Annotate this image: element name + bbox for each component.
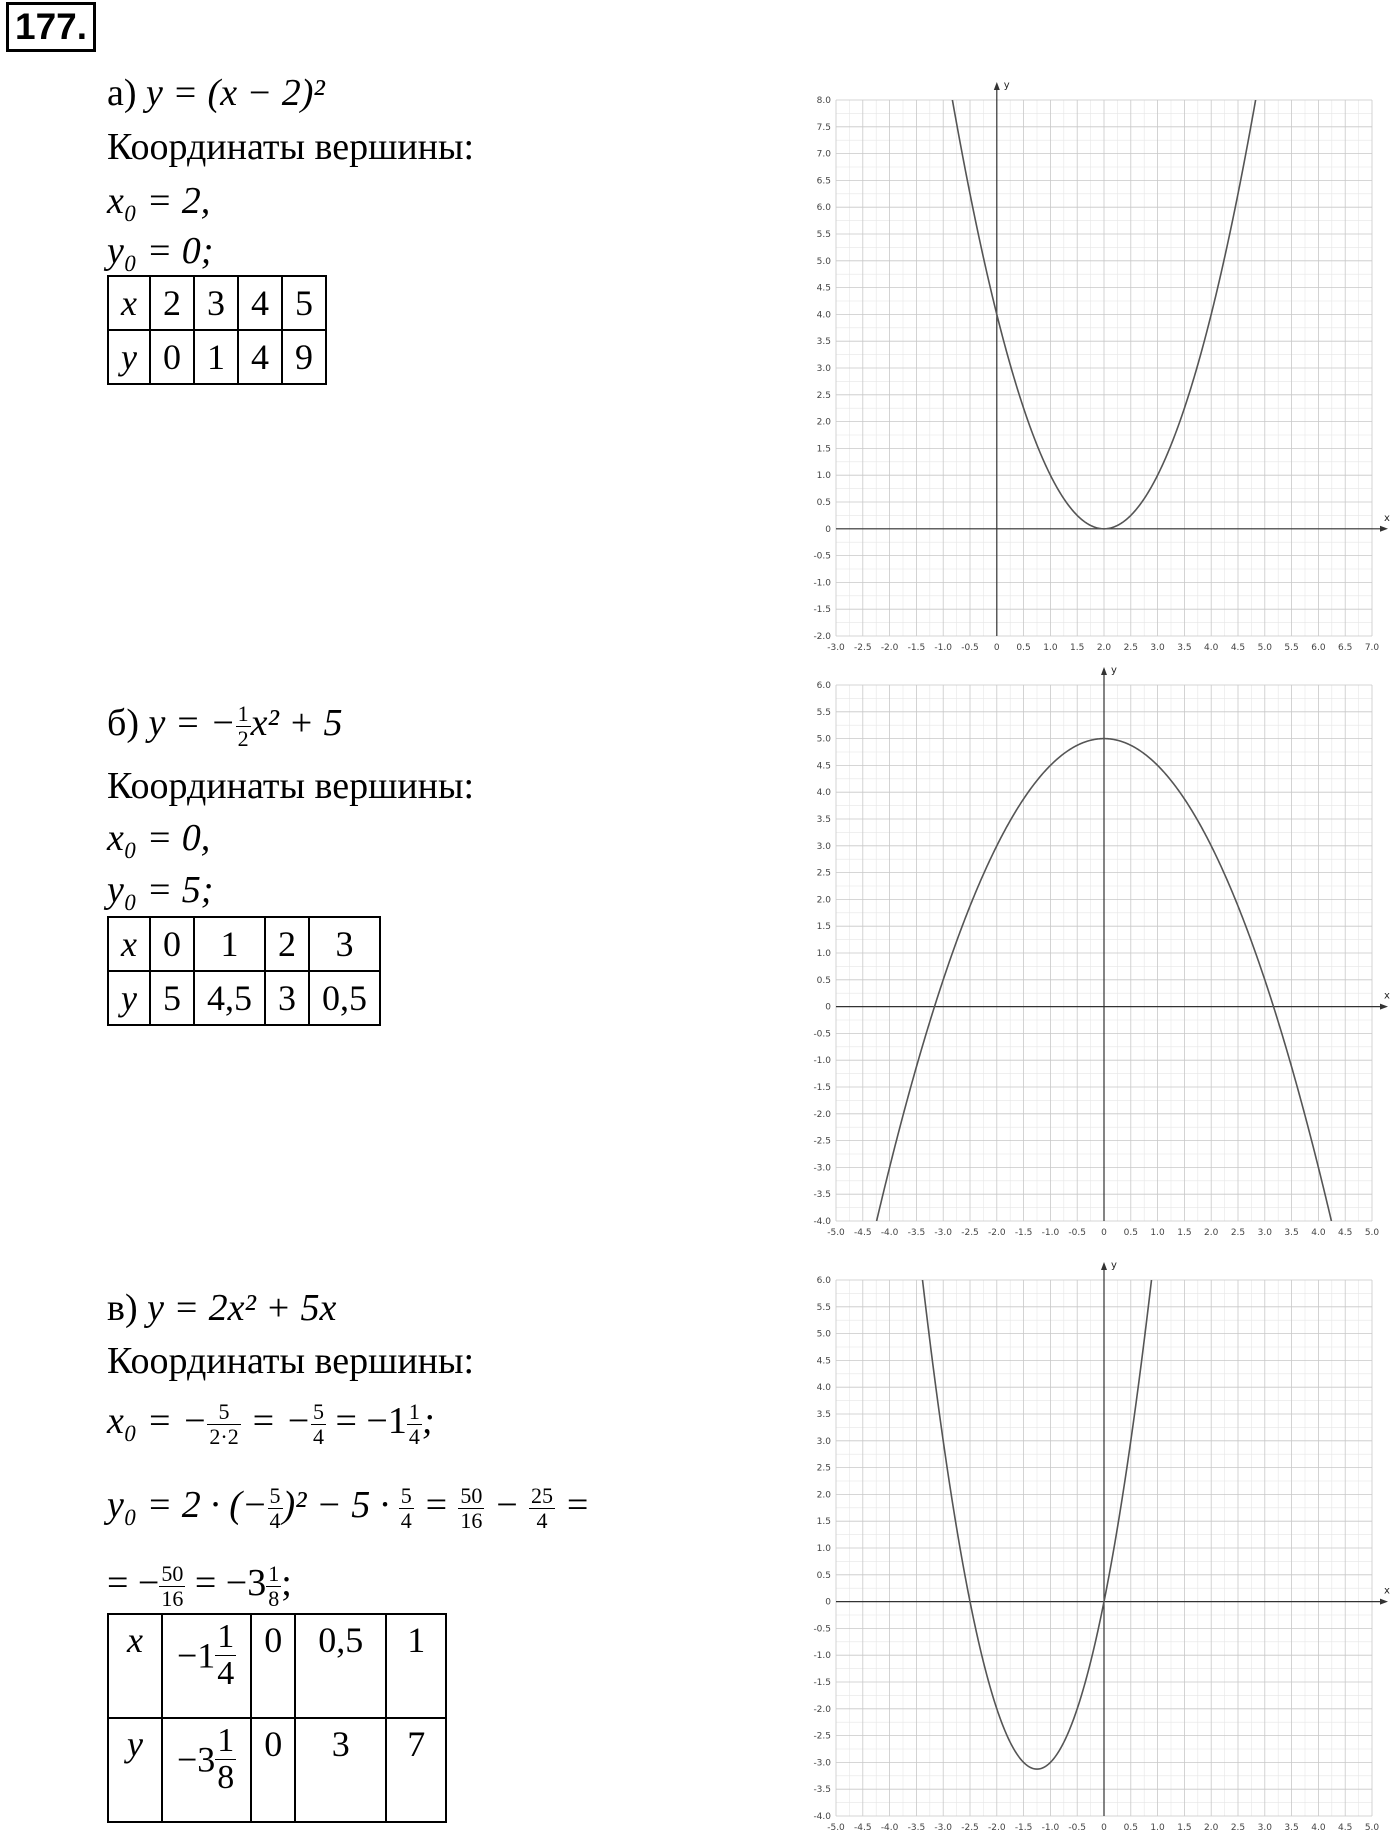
y-tick-label: 0.5 [816,975,831,986]
x-tick-label: -3.5 [907,1228,926,1235]
y-tick-label: 0 [825,1002,831,1013]
y-tick-label: -3.5 [813,1190,831,1201]
part-c-equation [107,1285,336,1331]
x-axis-arrow [1380,1004,1388,1010]
y-tick-label: 8.0 [816,96,831,106]
x-tick-label: 5.0 [1364,1228,1380,1235]
x-tick-label: 4.5 [1338,1228,1353,1235]
x-tick-label: 0.5 [1123,1228,1138,1235]
table-cell: −3 $\frac{1}{8}$ [162,1718,251,1822]
y-tick-label: 4.5 [816,283,831,294]
x-tick-label: 1.0 [1150,1823,1165,1830]
y-tick-label: 6.0 [816,1276,831,1286]
y-header: y [108,971,150,1025]
x-tick-label: 6.0 [1311,643,1326,650]
x-tick-label: 5.5 [1284,643,1299,650]
graph-c [790,1250,1400,1830]
x-tick-label: -2.5 [854,643,872,650]
problem-number: 177. [6,2,96,52]
y-tick-label: 2.0 [816,1490,831,1501]
y-tick-label: -0.5 [813,1624,831,1635]
x-tick-label: 5.0 [1257,643,1272,650]
y-tick-label: 5.5 [816,1302,831,1313]
x-tick-label: 4.5 [1338,1823,1353,1830]
part-c-value-table [107,1613,447,1823]
y-tick-label: 1.5 [816,922,831,933]
major-grid [836,100,1372,636]
part-c-x0: x₀ = − $\frac{5}{2\cdot 2}$ = − $\frac{5}{4}$ = −1 $\frac{1}{4}$ ; [107,1398,435,1449]
x-tick-label: -1.0 [1041,1823,1060,1830]
x-tick-label: -1.0 [934,643,952,650]
x-tick-label: -4.0 [880,1823,899,1830]
x-tick-label: -3.0 [827,643,845,650]
x-tick-label: 7.0 [1364,643,1380,650]
y-tick-label: -1.0 [813,1056,831,1067]
table-cell: −1 $\frac{1}{4}$ [162,1614,251,1718]
x-tick-label: 3.5 [1284,1228,1299,1235]
table-cell: 1 [194,330,238,384]
table-row [108,1614,446,1718]
x-tick-label: 3.0 [1257,1823,1272,1830]
x-tick-label: -5.0 [827,1823,845,1830]
x-tick-label: 2.0 [1204,1228,1219,1235]
x-tick-label: -2.5 [961,1823,979,1830]
table-cell: 5 [150,971,194,1025]
x-tick-label: 3.5 [1177,643,1192,650]
y-tick-label: -3.0 [813,1758,831,1769]
x-axis-arrow [1380,1599,1388,1605]
table-cell: 3 [265,971,309,1025]
y-tick-label: 3.5 [816,815,831,825]
y-axis-label: y [1003,80,1010,91]
y-tick-label: 0.5 [816,498,831,508]
y-tick-label: 2.5 [816,1463,831,1474]
y-tick-label: 3.5 [816,337,831,348]
x-tick-label: 2.0 [1096,643,1112,650]
y-tick-label: 4.0 [816,788,831,799]
table-row [108,276,326,330]
y-tick-label: 1.0 [816,949,831,959]
x-tick-label: -0.5 [1068,1228,1086,1235]
x-tick-label: -3.5 [907,1823,926,1830]
table-cell: 4 [238,330,282,384]
y-tick-label: -2.0 [813,1109,831,1120]
table-cell: 1 [194,917,265,971]
y-tick-label: 0 [825,524,831,535]
y-header: y [108,1718,162,1822]
x-tick-label: 4.0 [1311,1228,1326,1235]
x-tick-label: -3.0 [934,1823,952,1830]
y-tick-label: -1.0 [813,1651,831,1662]
x-tick-label: 0.5 [1016,643,1031,650]
table-cell: 0 [251,1718,295,1822]
x-axis-label: x [1384,1585,1390,1597]
x-tick-label: -2.5 [961,1228,979,1235]
x-tick-label: -4.5 [854,1823,872,1830]
y-tick-label: 5.0 [816,1329,831,1340]
table-row [108,917,380,971]
table-cell: 3 [194,276,238,330]
x-tick-label: 0 [993,643,1000,650]
x-tick-label: -0.5 [1068,1823,1086,1830]
y-tick-label: 1.5 [816,1517,831,1528]
table-row [108,971,380,1025]
part-b-equation [107,700,343,751]
y-tick-label: -4.0 [813,1217,831,1227]
x-tick-label: -1.5 [907,643,926,650]
table-cell: 4 [238,276,282,330]
table-cell: 5 [282,276,326,330]
part-c-letter: в) [107,1287,138,1329]
table-cell: 2 [150,276,194,330]
y-tick-label: 4.5 [816,761,831,772]
x-tick-label: -4.5 [854,1228,872,1235]
x-tick-label: -1.0 [1041,1228,1060,1235]
y-tick-label: -2.0 [813,632,831,642]
part-a-formula: y = (x − 2)² [146,72,325,114]
part-c-vertex-label: Координаты вершины: [107,1340,475,1382]
part-b-letter: б) [107,702,139,744]
y-tick-label: 3.0 [816,364,831,374]
y-tick-label: -4.0 [813,1812,831,1822]
table-cell: 3 [295,1718,386,1822]
x-tick-label: 4.5 [1230,643,1246,650]
x-tick-label: 1.0 [1150,1228,1165,1235]
y-tick-label: 2.0 [816,895,831,906]
part-b-fraction: $\frac{1}{2}$ [237,700,249,751]
part-a-y0: y₀ = 0; [107,230,214,272]
table-cell: 1 [386,1614,446,1718]
x-tick-label: 6.5 [1338,643,1353,650]
x-tick-label: -2.0 [880,643,899,650]
table-cell: 9 [282,330,326,384]
x-tick-label: 3.0 [1257,1228,1272,1235]
y-tick-label: -1.5 [813,1678,831,1688]
part-a-letter: а) [107,72,137,114]
x-tick-label: -3.0 [934,1228,952,1235]
y-header: y [108,330,150,384]
part-a-vertex-label: Координаты вершины: [107,126,475,168]
y-axis-label: y [1111,1260,1117,1271]
table-row [108,1718,446,1822]
y-tick-label: -2.0 [813,1704,831,1715]
y-tick-label: 0 [825,1597,831,1608]
y-axis-label: y [1111,665,1117,676]
x-axis-label: x [1384,990,1390,1002]
x-header: x [108,917,150,971]
x-tick-label: -4.0 [880,1228,899,1235]
y-tick-label: -1.5 [813,605,831,616]
y-tick-label: 2.5 [816,868,831,879]
part-b-value-table [107,916,381,1026]
x-tick-label: 2.5 [1230,1823,1246,1830]
y-tick-label: 2.5 [816,390,831,401]
y-tick-label: 5.5 [816,707,831,718]
table-cell: 0 [150,330,194,384]
x-tick-label: 1.5 [1070,643,1085,650]
x-axis-arrow [1380,526,1388,532]
part-a-equation [107,70,325,116]
table-cell: 3 [309,917,380,971]
y-tick-label: 5.0 [816,256,831,267]
x-tick-label: -1.5 [1014,1823,1033,1830]
x-tick-label: -2.0 [988,1823,1006,1830]
x-tick-label: -1.5 [1014,1228,1033,1235]
y-tick-label: -3.5 [813,1785,831,1796]
y-tick-label: 4.0 [816,1383,831,1394]
part-b-y0: y₀ = 5; [107,869,214,911]
y-tick-label: 3.0 [816,841,831,852]
y-tick-label: 0.5 [816,1570,831,1581]
y-tick-label: 7.0 [816,149,831,160]
graph-a [790,70,1400,650]
x-tick-label: 0 [1101,1823,1107,1830]
graph-b [790,655,1400,1235]
y-axis-arrow [1101,1262,1107,1270]
table-cell: 0,5 [295,1614,386,1718]
table-cell: 2 [265,917,309,971]
x-tick-label: 2.0 [1204,1823,1219,1830]
y-tick-label: 2.0 [816,417,831,428]
x-tick-label: -5.0 [827,1228,845,1235]
x-tick-label: 4.0 [1204,643,1219,650]
y-tick-label: 4.0 [816,310,831,321]
x-axis-label: x [1384,512,1390,524]
x-tick-label: 2.5 [1230,1228,1246,1235]
part-a-x0: x₀ = 2, [107,180,211,222]
y-tick-label: 5.0 [816,734,831,745]
y-tick-label: 1.5 [816,444,831,455]
y-tick-label: -3.0 [813,1163,831,1174]
table-cell: 4,5 [194,971,265,1025]
y-tick-label: 4.5 [816,1356,831,1367]
y-tick-label: 6.0 [816,203,831,214]
x-header: x [108,1614,162,1718]
y-tick-label: 1.0 [816,1544,831,1554]
y-tick-label: -0.5 [813,551,831,562]
part-c-formula: y = 2x² + 5x [147,1287,337,1329]
y-tick-label: 7.5 [816,122,831,133]
y-tick-label: 3.0 [816,1436,831,1447]
part-b-formula-suffix: x² + 5 [250,702,343,744]
x-tick-label: -2.0 [988,1228,1006,1235]
x-tick-label: 2.5 [1123,643,1138,650]
y-tick-label: -0.5 [813,1029,831,1040]
part-b-vertex-label: Координаты вершины: [107,765,475,807]
y-tick-label: 6.0 [816,681,831,691]
x-tick-label: 3.5 [1284,1823,1299,1830]
part-b-x0: x₀ = 0, [107,817,211,859]
table-cell: 0,5 [309,971,380,1025]
x-tick-label: 1.5 [1177,1823,1192,1830]
y-tick-label: -1.0 [813,578,831,589]
table-cell: 7 [386,1718,446,1822]
part-c-y0: y₀ = 2 · (− $\frac{5}{4}$ )² − 5 · $\frac{5}{4}$ = $\frac{50}{16}$ − $\frac{25}{4}$ = [107,1482,591,1533]
x-tick-label: -0.5 [961,643,979,650]
y-tick-label: -2.5 [813,1731,831,1742]
y-axis-arrow [1101,667,1107,675]
x-tick-label: 3.0 [1150,643,1165,650]
y-axis-arrow [994,82,1000,90]
part-a-value-table [107,275,327,385]
x-tick-label: 5.0 [1364,1823,1380,1830]
part-c-y0-line2: = − $\frac{50}{16}$ = −3 $\frac{1}{8}$ ; [107,1560,292,1611]
y-tick-label: 5.5 [816,230,831,240]
table-cell: 0 [150,917,194,971]
table-cell: 0 [251,1614,295,1718]
y-tick-label: -2.5 [813,1136,831,1147]
x-tick-label: 1.5 [1177,1228,1192,1235]
x-tick-label: 1.0 [1043,643,1058,650]
y-tick-label: -1.5 [813,1083,831,1093]
y-tick-label: 1.0 [816,471,831,482]
part-b-formula-prefix: y = − [148,702,236,744]
x-tick-label: 4.0 [1311,1823,1326,1830]
table-row [108,330,326,384]
x-tick-label: 0 [1101,1228,1107,1235]
x-header: x [108,276,150,330]
y-tick-label: 6.5 [816,176,831,187]
y-tick-label: 3.5 [816,1410,831,1420]
x-tick-label: 0.5 [1123,1823,1138,1830]
